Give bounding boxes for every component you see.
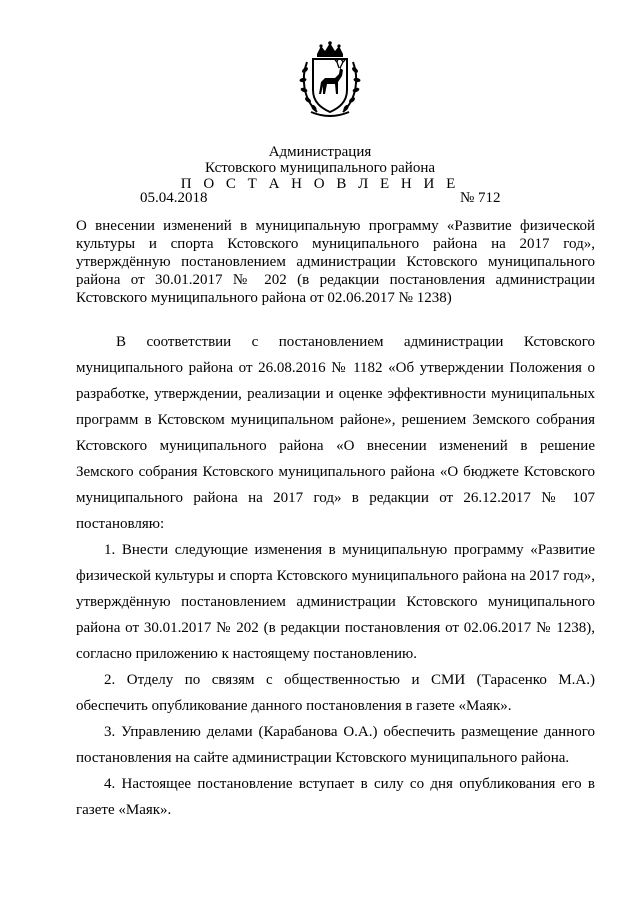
authority-name: Администрация [268, 144, 372, 160]
document-type-title: П О С Т А Н О В Л Е Н И Е [180, 176, 460, 192]
preamble-paragraph: В соответствии с постановлением администрации Кстовского муниципального района от 26.08.2016 № 1182 «Об утверждении Положения о разработке, утверждении, реализации и оценке эффективности муниципальных программ в Кстовском муниципальном районе», решением Земского собрания Кстовского муниципального района «О внесении изменений в решение Земского собрания Кстовского муниципального района «О бюджете Кстовского муниципального района на 2017 год» в редакции от 26.12.2017 № 107 постановляю: [76, 334, 595, 532]
resolution-item-4: 4. Настоящее постановление вступает в силу со дня опубликования его в газете «Маяк». [76, 776, 595, 818]
document-number: № 712 [460, 190, 501, 206]
resolution-item-3: 3. Управлению делами (Карабанова О.А.) обеспечить размещение данного постановления на сайте администрации Кстовского муниципального района. [76, 724, 595, 766]
document-date: 05.04.2018 [140, 190, 208, 206]
resolution-item-1: 1. Внести следующие изменения в муниципальную программу «Развитие физической культуры и спорта Кстовского муниципального района на 2017 год», утверждённую постановлением администрации Кстовского муниципального района от 30.01.2017 № 202 (в редакции постановления от 02.06.2017 № 1238), согласно приложению к настоящему постановлению. [76, 542, 595, 662]
document-body [76, 329, 595, 823]
district-name: Кстовского муниципального района [204, 160, 436, 176]
document-subject: О внесении изменений в муниципальную программу «Развитие физической культуры и спорта Кстовского муниципального района на 2017 год», утверждённую постановлением администрации Кстовского муниципального района от 30.01.2017 № 202 (в редакции постановления администрации Кстовского муниципального района от 02.06.2017 № 1238) [76, 218, 595, 306]
coat-of-arms-icon [297, 40, 363, 120]
resolution-item-2: 2. Отделу по связям с общественностью и СМИ (Тарасенко М.А.) обеспечить опубликование данного постановления в газете «Маяк». [76, 672, 595, 714]
